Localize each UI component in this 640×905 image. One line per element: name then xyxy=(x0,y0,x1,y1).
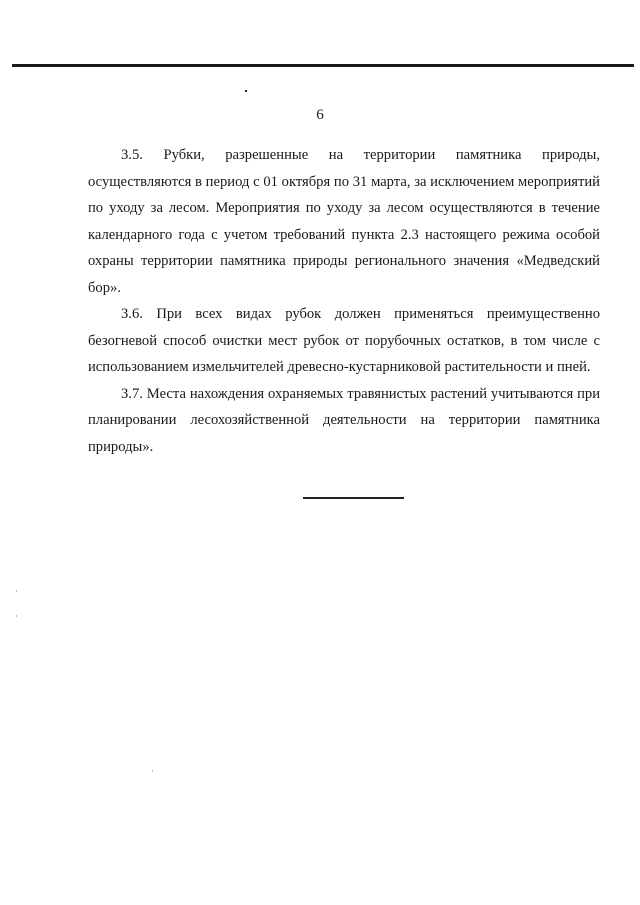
paragraph-3-5: 3.5. Рубки, разрешенные на территории памятника природы, осуществляются в период с 01 октября по 31 марта, за исключением мероприятий по уходу за лесом. Мероприятия по уходу за лесом осуществляются в течение календарного года с учетом требований пункта 2.3 настоящего режима особой охраны территории памятника природы регионального значения «Медведский бор». xyxy=(88,147,600,296)
document-body xyxy=(88,142,600,460)
scan-margin-mark xyxy=(16,590,17,592)
scan-speck xyxy=(245,90,247,92)
closing-rule xyxy=(303,497,404,499)
header-rule xyxy=(12,64,634,67)
scan-margin-mark xyxy=(152,770,153,772)
paragraph-3-6: 3.6. При всех видах рубок должен применяться преимущественно безогневой способ очистки мест рубок от порубочных остатков, в том числе с использованием измельчителей древесно-кустарниковой растительности и пней. xyxy=(88,306,600,375)
paragraph-3-7: 3.7. Места нахождения охраняемых травянистых растений учитываются при планировании лесохозяйственной деятельности на территории памятника природы». xyxy=(88,385,600,455)
page-number: 6 xyxy=(316,107,324,123)
scan-margin-mark xyxy=(16,615,17,617)
